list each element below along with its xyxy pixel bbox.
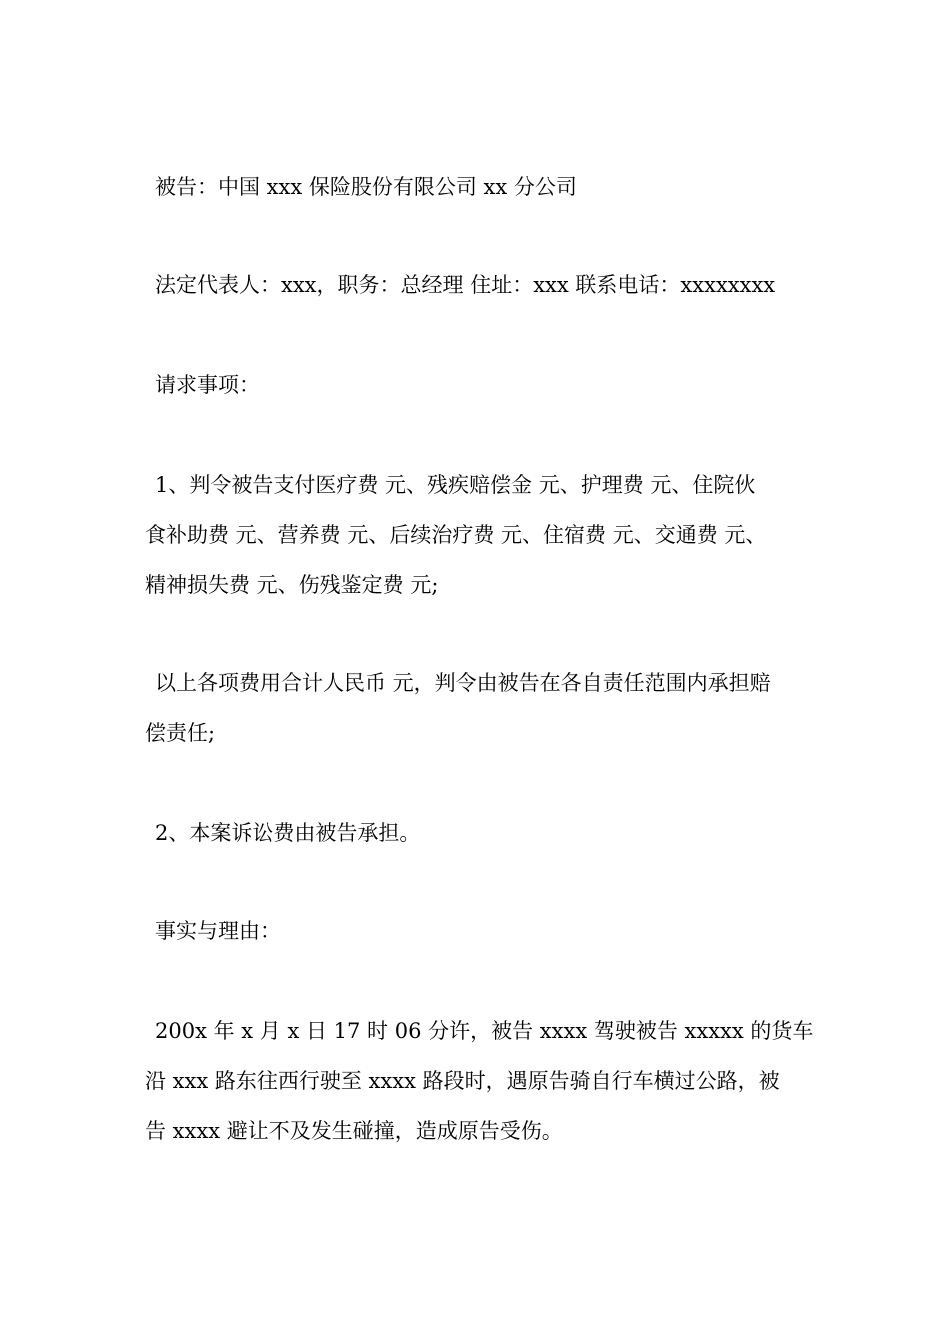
facts-line-1: 200x 年 x 月 x 日 17 时 06 分许，被告 xxxx 驾驶被告 xxxxx 的货车 xyxy=(155,1019,814,1043)
claim1-line-3: 精神损失费 元、伤残鉴定费 元; xyxy=(145,573,439,597)
legal-representative-line: 法定代表人：xxx，职务：总经理 住址：xxx 联系电话：xxxxxxxx xyxy=(155,273,776,297)
total-line-1: 以上各项费用合计人民币 元，判令由被告在各自责任范围内承担赔 xyxy=(155,671,771,695)
facts-line-2: 沿 xxx 路东往西行驶至 xxxx 路段时，遇原告骑自行车横过公路，被 xyxy=(145,1069,780,1093)
claim1-line-2: 食补助费 元、营养费 元、后续治疗费 元、住宿费 元、交通费 元、 xyxy=(145,523,767,547)
claim1-line-1: 1、判令被告支付医疗费 元、残疾赔偿金 元、护理费 元、住院伙 xyxy=(155,473,756,497)
claim2-line: 2、本案诉讼费由被告承担。 xyxy=(155,821,421,845)
facts-heading: 事实与理由： xyxy=(155,919,281,943)
facts-line-3: 告 xxxx 避让不及发生碰撞，造成原告受伤。 xyxy=(145,1119,563,1143)
claims-heading: 请求事项： xyxy=(155,373,260,397)
total-line-2: 偿责任; xyxy=(145,721,216,745)
defendant-line: 被告：中国 xxx 保险股份有限公司 xx 分公司 xyxy=(155,175,577,199)
